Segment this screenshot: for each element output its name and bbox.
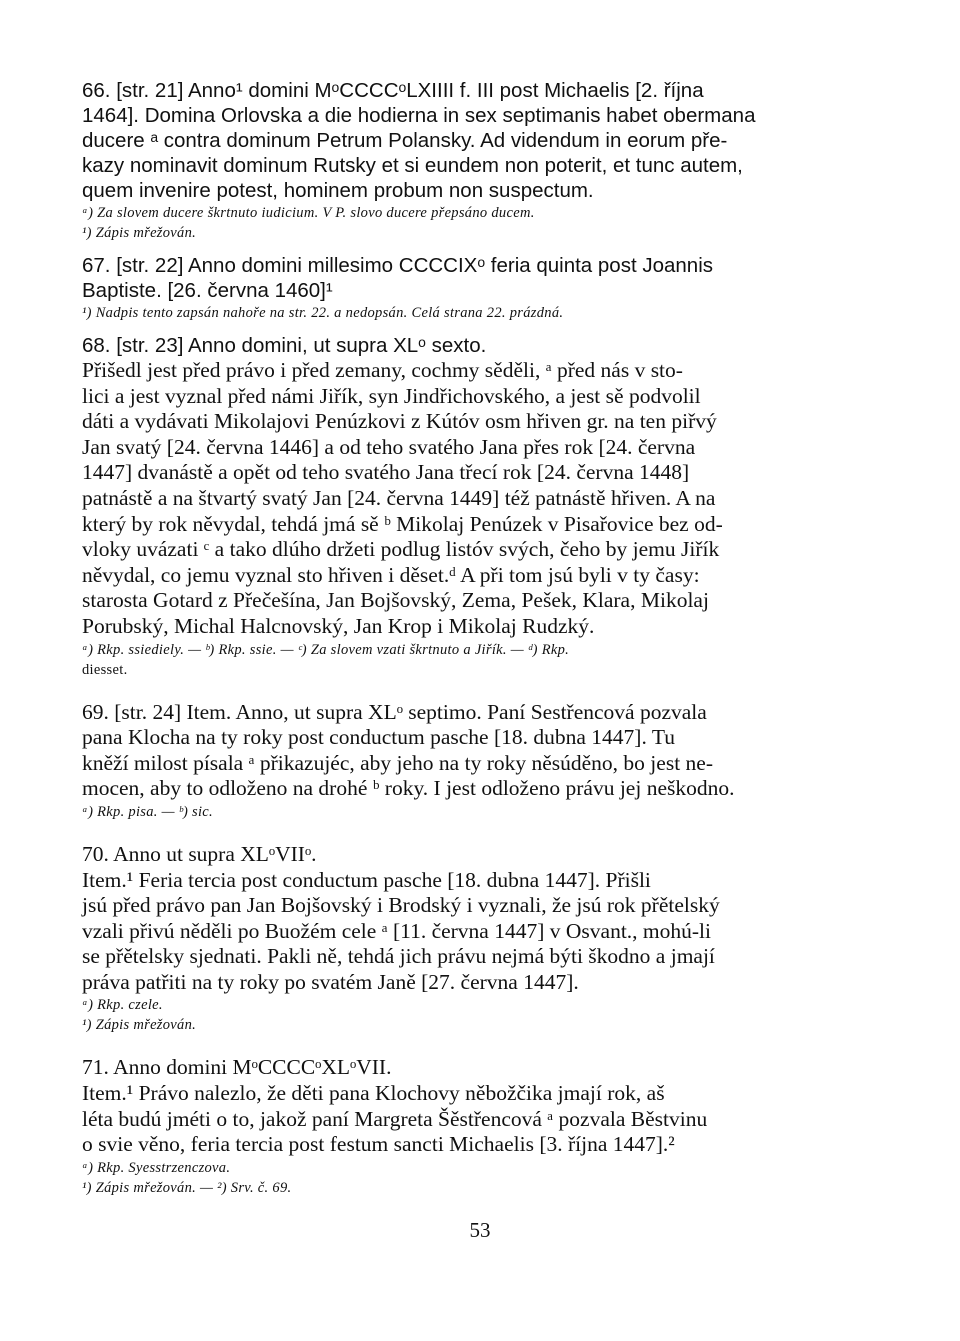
entry-text-line: patnástě a na štvartý svatý Jan [24. června 1449] též patnástě hřiven. A na	[82, 485, 716, 510]
entry-text-line: mocen, aby to odloženo na drohé ᵇ roky. I jest odloženo právu jej neškodno.	[82, 776, 735, 801]
entry-68	[82, 333, 872, 680]
page-number: 53	[469, 1218, 491, 1242]
entry-text-line: Porubský, Michal Halcnovský, Jan Krop i Mikolaj Rudzký.	[82, 613, 595, 638]
entry-text-line: dáti a vydávati Mikolajovi Penúzkovi z Kútóv osm hřiven gr. na ten piřvý	[82, 409, 717, 434]
footnote: ᵃ) Rkp. Syesstrzenczova.	[82, 1159, 231, 1176]
entry-text-line: který by rok něvydal, tehdá jmá sě ᵇ Mikolaj Penúzek v Pisařovice bez od-	[82, 511, 723, 536]
footnote: diesset.	[82, 661, 128, 678]
entry-text-line: vloky uvázati ᶜ a tako dlúho držeti podlug listóv svých, čeho by jemu Jiřík	[82, 537, 720, 562]
entry-text-line: něvydal, co jemu vyznal sto hřiven i děset.ᵈ A při tom jsú byli v ty časy:	[82, 562, 700, 587]
entry-text-line: 67. [str. 22] Anno domini millesimo CCCCIXᵒ feria quinta post Joannis	[82, 254, 714, 277]
entry-71	[82, 1055, 872, 1197]
entry-text-line: 71. Anno domini MᵒCCCCᵒXLᵒVII.	[82, 1055, 392, 1080]
footnote: ¹) Zápis mřežován.	[82, 225, 197, 241]
entry-text-line: 1447] dvanástě a opět od teho svatého Jana třecí rok [24. června 1448]	[82, 460, 690, 485]
footnote: ᵃ) Za slovem ducere škrtnuto iudicium. V P. slovo ducere přepsáno ducem.	[82, 205, 535, 221]
entry-text-line: starosta Gotard z Přečešína, Jan Bojšovský, Zema, Pešek, Klara, Mikolaj	[82, 588, 709, 613]
entry-69	[82, 700, 872, 822]
entry-text-line: léta budú jméti o to, jakož paní Margreta Šěstřencová ᵃ pozvala Běstvinu	[82, 1106, 708, 1131]
entry-text-line: ducere ᵃ contra dominum Petrum Polansky. Ad videndum in eorum pře-	[82, 129, 728, 152]
footnote: ¹) Zápis mřežován.	[82, 1017, 197, 1034]
entry-text-line: quem invenire potest, hominem probum non suspectum.	[82, 179, 594, 202]
entry-text-line: 66. [str. 21] Anno¹ domini MᵒCCCCᵒLXIIII f. III post Michaelis [2. října	[82, 79, 704, 102]
footnote: ᵃ) Rkp. czele.	[82, 997, 163, 1014]
entry-text-line: Item.¹ Právo nalezlo, že děti pana Klochovy něbožčika jmají rok, aš	[82, 1081, 665, 1106]
entry-text-line: práva patřiti na ty roky po svatém Janě [27. června 1447].	[82, 969, 579, 994]
entry-text-line: kazy nominavit dominum Rutsky et si eundem non poterit, et tunc autem,	[82, 154, 743, 177]
footnote: ᵃ) Rkp. pisa. — ᵇ) sic.	[82, 803, 213, 820]
entry-text-line: se přětelsky sjednati. Pakli ně, tehdá jich právu nejmá býti škodno a jmají	[82, 944, 715, 969]
entry-text-line: lici a jest vyznal před námi Jiřík, syn Jindřichovského, a jest sě podvolil	[82, 383, 701, 408]
entry-text-line: 1464]. Domina Orlovska a die hodierna in sex septimanis habet obermana	[82, 104, 756, 127]
entry-text-line: Item.¹ Feria tercia post conductum pasche [18. dubna 1447]. Přišli	[82, 867, 651, 892]
entry-text-line: 69. [str. 24] Item. Anno, ut supra XLᵒ septimo. Paní Sestřencová pozvala	[82, 699, 707, 724]
footnote: ᵃ) Rkp. ssiediely. — ᵇ) Rkp. ssie. — ᶜ) Za slovem vzati škrtnuto a Jiřík. — ᵈ) Rkp.	[82, 641, 570, 658]
entry-67	[82, 253, 872, 323]
entry-66	[82, 78, 872, 243]
entry-text-line: 70. Anno ut supra XLᵒVIIᵒ.	[82, 841, 317, 866]
entry-70	[82, 842, 872, 1036]
entry-text-line: Baptiste. [26. června 1460]¹	[82, 279, 333, 302]
entry-text-line: kněží milost písala ᵃ přikazujéc, aby jeho na ty roky něsúděno, bo jest ne-	[82, 750, 713, 775]
entry-text-line: vzali přivú něděli po Buožém cele ᵃ [11. června 1447] v Osvant., mohú-li	[82, 918, 712, 943]
footnote: ¹) Zápis mřežován. — ²) Srv. č. 69.	[82, 1179, 292, 1196]
entry-text-line: 68. [str. 23] Anno domini, ut supra XLᵒ sexto.	[82, 334, 487, 357]
entry-text-line: Jan svatý [24. června 1446] a od teho svatého Jana přes rok [24. června	[82, 434, 696, 459]
entry-text-line: Přišedl jest před právo i před zemany, cochmy sěděli, ᵃ před nás v sto-	[82, 358, 683, 382]
entry-text-line: pana Klocha na ty roky post conductum pasche [18. dubna 1447]. Tu	[82, 725, 675, 750]
entry-text-line: jsú před právo pan Jan Bojšovský i Brodský i vyznali, že jsú rok přětelský	[82, 893, 720, 918]
entry-text-line: o svie věno, feria tercia post festum sancti Michaelis [3. října 1447].²	[82, 1132, 675, 1157]
footnote: ¹) Nadpis tento zapsán nahoře na str. 22. a nedopsán. Celá strana 22. prázdná.	[82, 305, 564, 321]
document-page	[82, 78, 872, 1198]
